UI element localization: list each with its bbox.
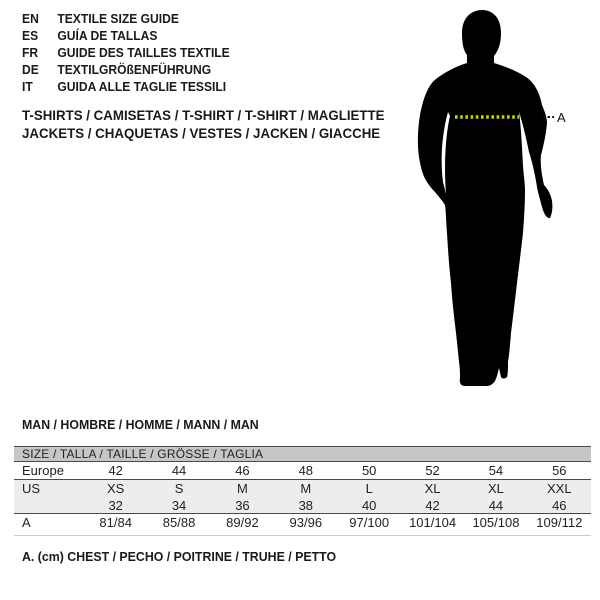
table-cell: 54 xyxy=(488,463,504,478)
table-cell: 32 xyxy=(108,497,123,513)
language-label: TEXTILE SIZE GUIDE xyxy=(57,11,179,26)
table-cell: 85/88 xyxy=(162,515,196,530)
language-code: DE xyxy=(22,62,39,77)
category-tshirts: T-SHIRTS / CAMISETAS / T-SHIRT / T-SHIRT / MAGLIETTE xyxy=(22,107,385,123)
measure-label-a: A xyxy=(557,110,566,125)
table-cell: 44 xyxy=(171,463,187,478)
language-row-fr xyxy=(22,44,230,61)
size-table-header: SIZE / TALLA / TAILLE / GRÖSSE / TAGLIA xyxy=(14,447,591,462)
measurement-footnote: A. (cm) CHEST / PECHO / POITRINE / TRUHE / PETTO xyxy=(22,549,337,564)
table-cell: 34 xyxy=(171,497,187,513)
size-table xyxy=(14,446,591,536)
table-cell: XL xyxy=(424,481,441,496)
table-cell: 81/84 xyxy=(99,515,132,530)
language-code: FR xyxy=(22,45,39,60)
table-cell: 89/92 xyxy=(226,515,259,530)
table-cell: L xyxy=(365,481,373,496)
table-cell: XS xyxy=(107,481,125,496)
table-cell: 40 xyxy=(361,497,377,513)
table-cell: 56 xyxy=(552,463,567,478)
table-cell: 105/108 xyxy=(472,515,520,530)
table-cell: 38 xyxy=(298,497,314,513)
language-row-it xyxy=(22,78,230,95)
table-row-numeric xyxy=(14,497,591,514)
language-label: GUIDA ALLE TAGLIE TESSILI xyxy=(57,79,227,94)
language-row-de xyxy=(22,61,230,78)
table-cell: M xyxy=(237,481,248,496)
language-label: GUIDE DES TAILLES TEXTILE xyxy=(57,45,230,60)
category-jackets: JACKETS / CHAQUETAS / VESTES / JACKEN / GIACCHE xyxy=(22,125,381,141)
man-silhouette xyxy=(398,6,568,396)
row-label: Europe xyxy=(22,463,64,478)
language-label: TEXTILGRÖßENFÜHRUNG xyxy=(57,62,212,77)
language-code: ES xyxy=(22,28,39,43)
language-code: IT xyxy=(22,79,33,94)
table-cell: 46 xyxy=(552,497,567,513)
table-cell: 109/112 xyxy=(536,515,583,530)
table-cell: 50 xyxy=(361,463,377,478)
silhouette-body xyxy=(418,10,553,386)
table-cell: 42 xyxy=(425,497,440,513)
table-cell: 48 xyxy=(298,463,314,478)
table-cell: M xyxy=(300,481,312,496)
table-cell: 44 xyxy=(488,497,504,513)
table-row-us xyxy=(14,480,591,497)
table-cell: XXL xyxy=(547,481,572,496)
table-cell: 97/100 xyxy=(349,515,390,530)
language-row-es xyxy=(22,27,230,44)
table-cell: 93/96 xyxy=(289,515,323,530)
table-cell: 42 xyxy=(108,463,123,478)
table-cell: 101/104 xyxy=(409,515,457,530)
language-label: GUÍA DE TALLAS xyxy=(57,28,158,43)
row-label: A xyxy=(22,515,31,530)
language-code: EN xyxy=(22,11,39,26)
table-cell: 52 xyxy=(425,463,440,478)
table-cell: S xyxy=(174,481,184,496)
table-cell: 46 xyxy=(235,463,250,478)
table-cell: XL xyxy=(487,481,504,496)
section-title-man: MAN / HOMBRE / HOMME / MANN / MAN xyxy=(22,417,259,432)
language-list xyxy=(22,10,230,95)
table-row-chest-a xyxy=(14,514,591,536)
table-cell: 36 xyxy=(235,497,250,513)
table-row-europe xyxy=(14,462,591,480)
language-row-en xyxy=(22,10,230,27)
row-label: US xyxy=(22,481,41,496)
garment-categories xyxy=(22,106,385,142)
